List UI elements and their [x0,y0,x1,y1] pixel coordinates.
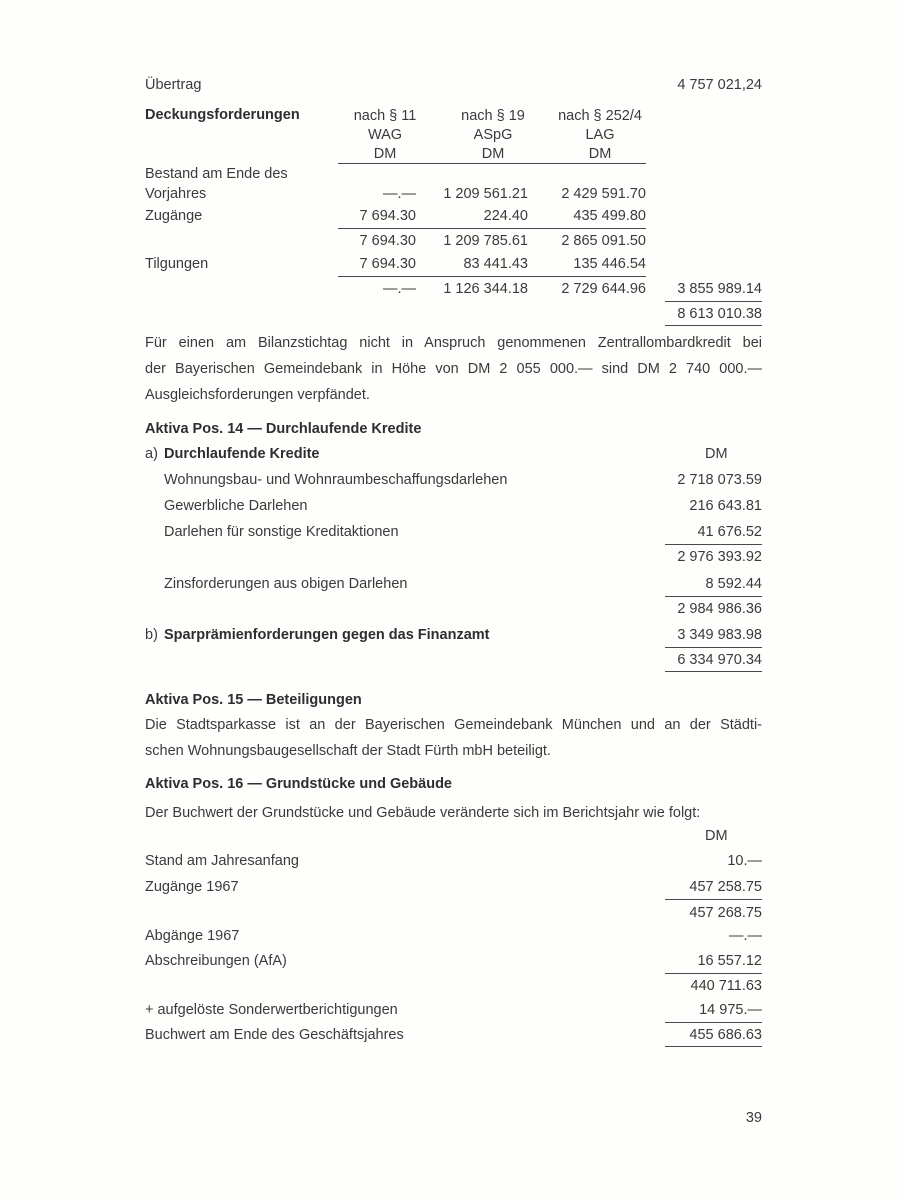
pledge-note [145,330,762,408]
row-label: Stand am Jahresanfang [145,853,299,869]
sum-rule [665,973,762,974]
cell-aspg: 1 209 785.61 [443,233,528,249]
column-header-unit: DM [588,146,612,162]
column-header-line2: LAG [585,127,615,143]
row-value: 455 686.63 [689,1027,762,1043]
sub-b-title: Sparprämienforderungen gegen das Finanzamt [164,627,490,643]
sum-rule [665,647,762,648]
sum-rule [665,596,762,597]
cell-wag: —.— [382,281,416,297]
subtotal-value: 2 976 393.92 [677,549,762,565]
row-label: Zugänge [145,208,203,224]
item-value: 8 592.44 [705,576,762,592]
cell-aspg: 1 209 561.21 [443,186,528,202]
cell-wag: 7 694.30 [359,208,416,224]
sub-a-marker: a) [145,446,158,462]
column-header-wag [340,107,430,164]
cell-lag: 2 429 591.70 [561,186,646,202]
item-value: 41 676.52 [697,524,762,540]
column-header-unit: DM [373,146,397,162]
column-header-aspg [448,107,538,164]
unit-label: DM [705,828,728,844]
paragraph-line: Ausgleichsforderungen verpfändet. [145,387,370,403]
carryover-label: Übertrag [145,77,202,93]
cell-wag: 7 694.30 [359,233,416,249]
paragraph-line: Die Stadtsparkasse ist an der Bayerischen Gemeindebank München und an der Städti- [145,717,762,733]
sum-rule [338,228,646,229]
row-label: Vorjahres [145,186,207,202]
column-header-line1: nach § 11 [353,108,417,124]
cell-aspg: 1 126 344.18 [443,281,528,297]
row-value: —.— [728,928,762,944]
cell-lag: 435 499.80 [573,208,646,224]
sum-rule [665,1046,762,1047]
unit-label: DM [705,446,728,462]
item-label: Darlehen für sonstige Kreditaktionen [164,524,399,540]
participations-text [145,712,762,764]
item-label: Gewerbliche Darlehen [164,498,308,514]
column-header-lag [550,107,650,164]
header-rule [338,163,646,164]
row-label: Abgänge 1967 [145,928,240,944]
sum-rule [665,325,762,326]
sum-rule [665,899,762,900]
page-number: 39 [745,1110,762,1126]
section-heading-pos14: Aktiva Pos. 14 — Durchlaufende Kredite [145,421,422,437]
cell-lag: 2 865 091.50 [561,233,646,249]
sum-rule [665,1022,762,1023]
item-value: 216 643.81 [689,498,762,514]
cover-claims-title: Deckungsforderungen [145,107,300,123]
carryover-value: 4 757 021,24 [677,77,762,93]
sum-rule [665,671,762,672]
row-label: + aufgelöste Sonderwertberichtigungen [145,1002,398,1018]
column-header-line2: WAG [367,127,403,143]
cell-lag: 135 446.54 [573,256,646,272]
row-value: 10.— [727,853,762,869]
paragraph-line: Für einen am Bilanzstichtag nicht in Anspruch genommenen Zentrallombardkredit bei [145,335,762,351]
row-value: 457 258.75 [689,879,762,895]
paragraph-line: schen Wohnungsbaugesellschaft der Stadt Fürth mbH beteiligt. [145,743,551,759]
cell-aspg: 224.40 [483,208,528,224]
item-value: 3 349 983.98 [677,627,762,643]
column-header-unit: DM [481,146,505,162]
subtotal-value: 2 984 986.36 [677,601,762,617]
row-value: 16 557.12 [697,953,762,969]
row-value: 440 711.63 [690,978,762,994]
row-label: Zugänge 1967 [145,879,239,895]
row-label: Tilgungen [145,256,209,272]
cell-lag: 2 729 644.96 [561,281,646,297]
grand-total: 8 613 010.38 [677,306,762,322]
item-label: Wohnungsbau- und Wohnraumbeschaffungsdarlehen [164,472,508,488]
cover-claims-total: 3 855 989.14 [677,281,762,297]
sum-rule [665,544,762,545]
row-value: 14 975.— [699,1002,762,1018]
column-header-line1: nach § 252/4 [558,108,642,124]
section-heading-pos16: Aktiva Pos. 16 — Grundstücke und Gebäude [145,776,452,792]
paragraph-line: der Bayerischen Gemeindebank in Höhe von DM 2 055 000.— sind DM 2 740 000.— [145,361,762,377]
section-heading-pos15: Aktiva Pos. 15 — Beteiligungen [145,692,362,708]
cell-wag: 7 694.30 [359,256,416,272]
column-header-line1: nach § 19 [461,108,525,124]
sub-b-marker: b) [145,627,158,643]
pos16-intro: Der Buchwert der Grundstücke und Gebäude veränderte sich im Berichtsjahr wie folgt: [145,805,701,821]
cell-wag: —.— [382,186,416,202]
row-label: Abschreibungen (AfA) [145,953,287,969]
column-header-line2: ASpG [473,127,513,143]
sub-a-title: Durchlaufende Kredite [164,446,320,462]
row-label: Buchwert am Ende des Geschäftsjahres [145,1027,404,1043]
cell-aspg: 83 441.43 [463,256,528,272]
item-value: 2 718 073.59 [677,472,762,488]
sum-rule [338,276,646,277]
item-label: Zinsforderungen aus obigen Darlehen [164,576,408,592]
row-label-line1: Bestand am Ende des [145,166,288,182]
total-value: 6 334 970.34 [677,652,762,668]
row-value: 457 268.75 [689,905,762,921]
sum-rule [665,301,762,302]
